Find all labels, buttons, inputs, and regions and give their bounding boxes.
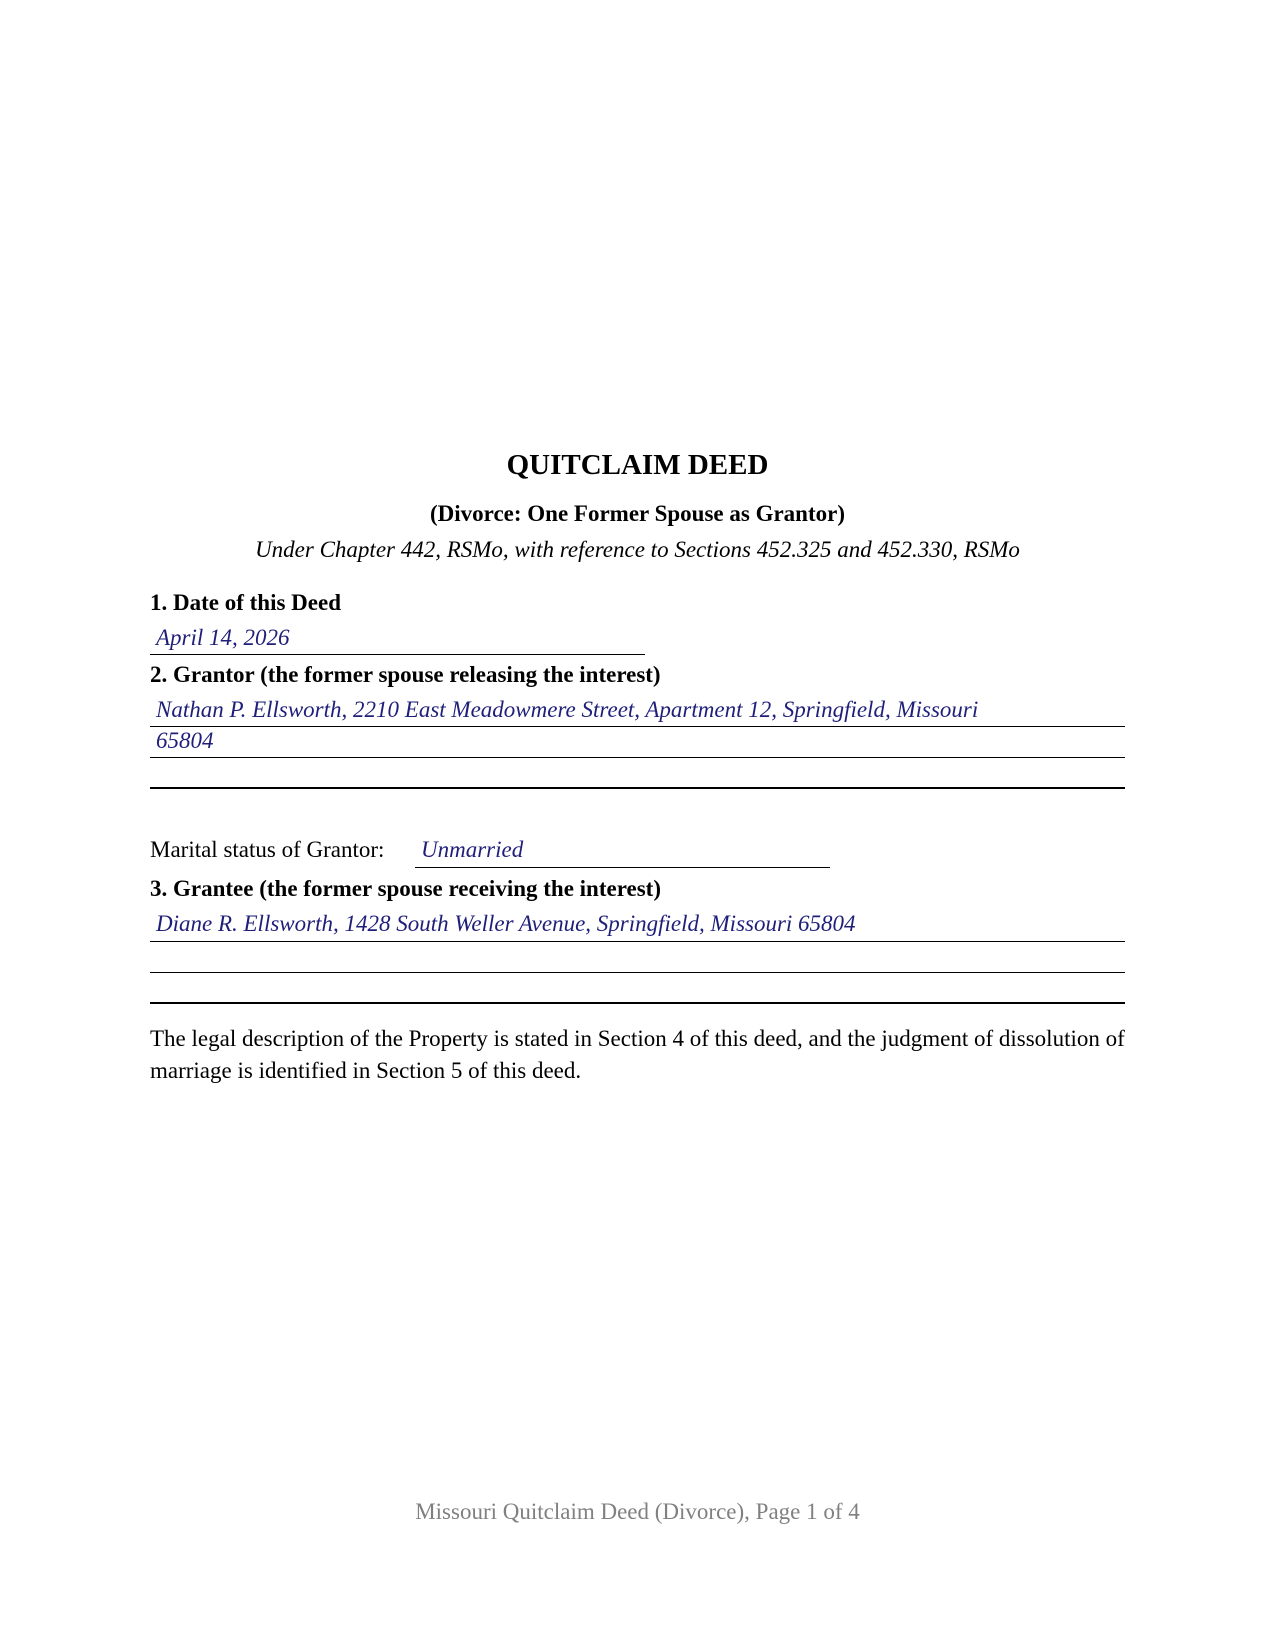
section-2-heading: 2. Grantor (the former spouse releasing the interest): [150, 662, 661, 687]
marital-status-label: Marital status of Grantor:: [150, 837, 385, 862]
statutory-authority: Under Chapter 442, RSMo, with reference to Sections 452.325 and 452.330, RSMo: [255, 537, 1020, 562]
grantor-line-3: [150, 787, 1125, 789]
grantor-line-2: [150, 757, 1125, 758]
document-subtitle: (Divorce: One Former Spouse as Grantor): [430, 501, 845, 526]
deed-date-line: [150, 654, 645, 655]
grantee-line-2: [150, 972, 1125, 973]
page-footer: Missouri Quitclaim Deed (Divorce), Page 1 of 4: [415, 1499, 860, 1524]
document-title: QUITCLAIM DEED: [506, 449, 769, 481]
grantee-line-1: [150, 941, 1125, 942]
marital-status-value[interactable]: Unmarried: [421, 837, 524, 862]
grantor-line-1: [150, 726, 1125, 727]
deed-date-value[interactable]: April 14, 2026: [156, 625, 290, 650]
grantor-value-line-2[interactable]: 65804: [156, 728, 214, 753]
section-1-heading: 1. Date of this Deed: [150, 590, 341, 615]
marital-status-line: [415, 867, 830, 868]
grantor-value-line-1[interactable]: Nathan P. Ellsworth, 2210 East Meadowmere Street, Apartment 12, Springfield, Missouri: [156, 697, 979, 722]
legal-description-note: The legal description of the Property is stated in Section 4 of this deed, and the judgment of dissolution of marriage is identified in Section 5 of this deed.: [150, 1026, 1125, 1083]
grantee-value-line-1[interactable]: Diane R. Ellsworth, 1428 South Weller Avenue, Springfield, Missouri 65804: [156, 911, 856, 936]
section-3-heading: 3. Grantee (the former spouse receiving the interest): [150, 876, 661, 901]
grantee-line-3: [150, 1002, 1125, 1004]
